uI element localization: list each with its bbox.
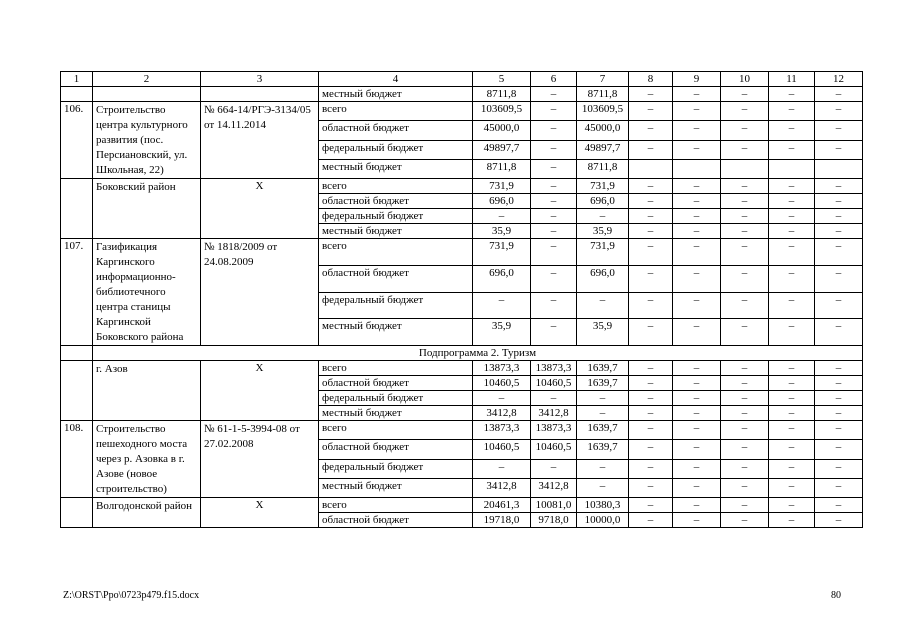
dash-cell: – — [769, 406, 815, 421]
dash-cell: – — [629, 319, 673, 346]
budget-table — [60, 71, 863, 528]
value-cell: 103609,5 — [473, 102, 531, 121]
budget-label: областной бюджет — [319, 121, 473, 140]
value-cell-empty — [769, 159, 815, 178]
dash-cell: – — [721, 179, 769, 194]
budget-label: всего — [319, 421, 473, 440]
dash-cell: – — [815, 209, 863, 224]
budget-label: областной бюджет — [319, 440, 473, 459]
dash-cell: – — [721, 498, 769, 513]
dash-cell: – — [721, 87, 769, 102]
budget-label: всего — [319, 179, 473, 194]
dash-cell: – — [721, 406, 769, 421]
value-cell: 3412,8 — [473, 406, 531, 421]
dash-cell: – — [815, 102, 863, 121]
table-row — [61, 87, 863, 102]
dash-cell: – — [531, 194, 577, 209]
value-cell: 13873,3 — [531, 421, 577, 440]
budget-label: областной бюджет — [319, 265, 473, 292]
dash-cell: – — [815, 361, 863, 376]
dash-cell: – — [531, 179, 577, 194]
budget-label: областной бюджет — [319, 513, 473, 528]
budget-label: областной бюджет — [319, 194, 473, 209]
value-cell: 13873,3 — [473, 361, 531, 376]
value-cell: 13873,3 — [531, 361, 577, 376]
dash-cell: – — [577, 209, 629, 224]
budget-label: федеральный бюджет — [319, 140, 473, 159]
item-number-empty — [61, 179, 93, 239]
dash-cell: – — [721, 102, 769, 121]
dash-cell: – — [531, 87, 577, 102]
budget-label: федеральный бюджет — [319, 209, 473, 224]
district-name: г. Азов — [93, 361, 201, 421]
value-cell: 20461,3 — [473, 498, 531, 513]
dash-cell: – — [769, 121, 815, 140]
mark-x: X — [201, 361, 319, 421]
dash-cell: – — [673, 406, 721, 421]
col-number: 2 — [93, 72, 201, 87]
dash-cell: – — [673, 239, 721, 266]
dash-cell: – — [815, 406, 863, 421]
dash-cell: – — [769, 459, 815, 478]
item-document: № 1818/2009 от 24.08.2009 — [201, 239, 319, 346]
budget-label: федеральный бюджет — [319, 391, 473, 406]
dash-cell: – — [577, 478, 629, 497]
item-document: № 664-14/РГЭ-3134/05 от 14.11.2014 — [201, 102, 319, 179]
col-number: 10 — [721, 72, 769, 87]
col-number: 8 — [629, 72, 673, 87]
dash-cell: – — [629, 421, 673, 440]
dash-cell: – — [531, 224, 577, 239]
dash-cell: – — [769, 140, 815, 159]
item-document: № 61-1-5-3994-08 от 27.02.2008 — [201, 421, 319, 498]
dash-cell: – — [673, 102, 721, 121]
dash-cell: – — [473, 292, 531, 319]
table-row — [61, 421, 863, 440]
dash-cell: – — [531, 459, 577, 478]
dash-cell: – — [473, 391, 531, 406]
value-cell: 45000,0 — [473, 121, 531, 140]
value-cell: 3412,8 — [531, 478, 577, 497]
item-number: 107. — [61, 239, 93, 346]
dash-cell: – — [815, 140, 863, 159]
dash-cell: – — [629, 265, 673, 292]
dash-cell: – — [721, 513, 769, 528]
budget-label: всего — [319, 102, 473, 121]
table-row — [61, 361, 863, 376]
dash-cell: – — [673, 224, 721, 239]
dash-cell: – — [769, 478, 815, 497]
dash-cell: – — [629, 498, 673, 513]
dash-cell: – — [815, 376, 863, 391]
col-number: 11 — [769, 72, 815, 87]
dash-cell: – — [673, 179, 721, 194]
dash-cell: – — [629, 121, 673, 140]
dash-cell: – — [673, 459, 721, 478]
dash-cell: – — [769, 209, 815, 224]
dash-cell: – — [721, 292, 769, 319]
dash-cell: – — [577, 292, 629, 319]
dash-cell: – — [673, 391, 721, 406]
value-cell: 13873,3 — [473, 421, 531, 440]
value-cell: 8711,8 — [473, 159, 531, 178]
dash-cell: – — [815, 87, 863, 102]
dash-cell: – — [815, 121, 863, 140]
value-cell: 696,0 — [577, 265, 629, 292]
dash-cell: – — [815, 179, 863, 194]
value-cell-empty — [629, 159, 673, 178]
value-cell: 731,9 — [473, 179, 531, 194]
dash-cell: – — [673, 292, 721, 319]
dash-cell: – — [673, 140, 721, 159]
item-number: 108. — [61, 421, 93, 498]
dash-cell: – — [531, 265, 577, 292]
dash-cell: – — [629, 440, 673, 459]
col-number: 6 — [531, 72, 577, 87]
footer-page-number: 80 — [831, 590, 841, 601]
dash-cell: – — [673, 513, 721, 528]
dash-cell: – — [629, 140, 673, 159]
budget-label: всего — [319, 498, 473, 513]
col-number: 5 — [473, 72, 531, 87]
col-number: 4 — [319, 72, 473, 87]
dash-cell: – — [769, 421, 815, 440]
dash-cell: – — [629, 376, 673, 391]
value-cell: 9718,0 — [531, 513, 577, 528]
value-cell-empty — [673, 159, 721, 178]
dash-cell: – — [673, 440, 721, 459]
dash-cell: – — [721, 376, 769, 391]
dash-cell: – — [769, 87, 815, 102]
dash-cell: – — [815, 498, 863, 513]
value-cell: 8711,8 — [577, 87, 629, 102]
dash-cell: – — [629, 87, 673, 102]
dash-cell: – — [673, 319, 721, 346]
dash-cell: – — [815, 319, 863, 346]
budget-label: местный бюджет — [319, 478, 473, 497]
empty-cell — [201, 87, 319, 102]
item-number: 106. — [61, 102, 93, 179]
column-number-row — [61, 72, 863, 87]
col-number: 1 — [61, 72, 93, 87]
dash-cell: – — [721, 209, 769, 224]
item-name: Строительство центра культурного развития (пос. Персиановский, ул. Школьная, 22) — [93, 102, 201, 179]
value-cell: 8711,8 — [577, 159, 629, 178]
dash-cell: – — [815, 440, 863, 459]
dash-cell: – — [531, 140, 577, 159]
dash-cell: – — [531, 292, 577, 319]
value-cell: 10380,3 — [577, 498, 629, 513]
dash-cell: – — [531, 209, 577, 224]
dash-cell: – — [721, 319, 769, 346]
budget-label: областной бюджет — [319, 376, 473, 391]
budget-label: федеральный бюджет — [319, 292, 473, 319]
budget-label: местный бюджет — [319, 406, 473, 421]
item-number-empty — [61, 498, 93, 528]
value-cell: 35,9 — [577, 224, 629, 239]
value-cell: 731,9 — [473, 239, 531, 266]
dash-cell: – — [721, 265, 769, 292]
dash-cell: – — [721, 361, 769, 376]
dash-cell: – — [769, 391, 815, 406]
value-cell: 3412,8 — [473, 478, 531, 497]
empty-cell — [61, 87, 93, 102]
value-cell: 10460,5 — [531, 440, 577, 459]
district-name: Боковский район — [93, 179, 201, 239]
dash-cell: – — [815, 194, 863, 209]
dash-cell: – — [531, 121, 577, 140]
dash-cell: – — [721, 459, 769, 478]
dash-cell: – — [721, 194, 769, 209]
dash-cell: – — [721, 121, 769, 140]
dash-cell: – — [769, 440, 815, 459]
table-row — [61, 179, 863, 194]
dash-cell: – — [769, 194, 815, 209]
value-cell: 19718,0 — [473, 513, 531, 528]
dash-cell: – — [815, 391, 863, 406]
value-cell: 696,0 — [473, 265, 531, 292]
value-cell: 696,0 — [473, 194, 531, 209]
table-row — [61, 498, 863, 513]
value-cell: 35,9 — [473, 319, 531, 346]
dash-cell: – — [629, 224, 673, 239]
value-cell: 45000,0 — [577, 121, 629, 140]
dash-cell: – — [721, 224, 769, 239]
value-cell: 8711,8 — [473, 87, 531, 102]
value-cell: 1639,7 — [577, 361, 629, 376]
dash-cell: – — [721, 478, 769, 497]
dash-cell: – — [577, 391, 629, 406]
value-cell: 35,9 — [473, 224, 531, 239]
dash-cell: – — [721, 421, 769, 440]
value-cell: 49897,7 — [577, 140, 629, 159]
budget-label: всего — [319, 239, 473, 266]
value-cell: 3412,8 — [531, 406, 577, 421]
value-cell: 103609,5 — [577, 102, 629, 121]
empty-cell — [93, 87, 201, 102]
dash-cell: – — [531, 391, 577, 406]
table-row — [61, 239, 863, 266]
footer-file-path: Z:\ORST\Ppo\0723p479.f15.docx — [63, 590, 200, 601]
dash-cell: – — [673, 121, 721, 140]
table-row — [61, 102, 863, 121]
dash-cell: – — [769, 498, 815, 513]
value-cell: 1639,7 — [577, 440, 629, 459]
dash-cell: – — [721, 391, 769, 406]
col-number: 7 — [577, 72, 629, 87]
table-row — [61, 346, 863, 361]
dash-cell: – — [629, 102, 673, 121]
dash-cell: – — [815, 459, 863, 478]
dash-cell: – — [629, 406, 673, 421]
dash-cell: – — [629, 459, 673, 478]
dash-cell: – — [769, 376, 815, 391]
budget-label: местный бюджет — [319, 319, 473, 346]
value-cell: 35,9 — [577, 319, 629, 346]
dash-cell: – — [815, 239, 863, 266]
dash-cell: – — [531, 159, 577, 178]
item-number-empty — [61, 361, 93, 421]
dash-cell: – — [721, 440, 769, 459]
dash-cell: – — [769, 224, 815, 239]
budget-label: местный бюджет — [319, 159, 473, 178]
dash-cell: – — [629, 361, 673, 376]
dash-cell: – — [673, 209, 721, 224]
dash-cell: – — [531, 239, 577, 266]
budget-label: федеральный бюджет — [319, 459, 473, 478]
col-number: 9 — [673, 72, 721, 87]
dash-cell: – — [673, 361, 721, 376]
dash-cell: – — [673, 87, 721, 102]
value-cell: 10460,5 — [473, 376, 531, 391]
dash-cell: – — [473, 209, 531, 224]
dash-cell: – — [815, 478, 863, 497]
mark-x: X — [201, 498, 319, 528]
dash-cell: – — [629, 513, 673, 528]
dash-cell: – — [629, 194, 673, 209]
value-cell: 10000,0 — [577, 513, 629, 528]
dash-cell: – — [629, 478, 673, 497]
dash-cell: – — [673, 376, 721, 391]
dash-cell: – — [769, 265, 815, 292]
dash-cell: – — [769, 513, 815, 528]
value-cell: 731,9 — [577, 239, 629, 266]
budget-label: местный бюджет — [319, 224, 473, 239]
dash-cell: – — [815, 421, 863, 440]
item-name: Газификация Каргинского информационно-библиотечного центра станицы Каргинской Боковского района — [93, 239, 201, 346]
dash-cell: – — [473, 459, 531, 478]
dash-cell: – — [629, 179, 673, 194]
subprogram-title: Подпрограмма 2. Туризм — [93, 346, 863, 361]
dash-cell: – — [721, 140, 769, 159]
dash-cell: – — [815, 265, 863, 292]
dash-cell: – — [531, 102, 577, 121]
dash-cell: – — [629, 292, 673, 319]
dash-cell: – — [673, 421, 721, 440]
budget-label: всего — [319, 361, 473, 376]
dash-cell: – — [769, 239, 815, 266]
value-cell: 10460,5 — [473, 440, 531, 459]
dash-cell: – — [531, 319, 577, 346]
district-name: Волгодонской район — [93, 498, 201, 528]
table-body — [61, 72, 863, 528]
value-cell: 49897,7 — [473, 140, 531, 159]
dash-cell: – — [673, 265, 721, 292]
dash-cell: – — [629, 239, 673, 266]
col-number: 3 — [201, 72, 319, 87]
value-cell: 731,9 — [577, 179, 629, 194]
item-name: Строительство пешеходного моста через р. Азовка в г. Азове (новое строительство) — [93, 421, 201, 498]
value-cell: 1639,7 — [577, 421, 629, 440]
value-cell-empty — [721, 159, 769, 178]
dash-cell: – — [815, 224, 863, 239]
dash-cell: – — [673, 194, 721, 209]
value-cell: 1639,7 — [577, 376, 629, 391]
dash-cell: – — [629, 391, 673, 406]
budget-label: местный бюджет — [319, 87, 473, 102]
col-number: 12 — [815, 72, 863, 87]
dash-cell: – — [577, 459, 629, 478]
dash-cell: – — [629, 209, 673, 224]
dash-cell: – — [673, 478, 721, 497]
dash-cell: – — [769, 179, 815, 194]
empty-cell — [61, 346, 93, 361]
dash-cell: – — [577, 406, 629, 421]
dash-cell: – — [721, 239, 769, 266]
mark-x: X — [201, 179, 319, 239]
dash-cell: – — [673, 498, 721, 513]
dash-cell: – — [815, 513, 863, 528]
dash-cell: – — [769, 102, 815, 121]
dash-cell: – — [769, 292, 815, 319]
value-cell: 10081,0 — [531, 498, 577, 513]
value-cell: 10460,5 — [531, 376, 577, 391]
dash-cell: – — [815, 292, 863, 319]
value-cell: 696,0 — [577, 194, 629, 209]
dash-cell: – — [769, 319, 815, 346]
value-cell-empty — [815, 159, 863, 178]
dash-cell: – — [769, 361, 815, 376]
